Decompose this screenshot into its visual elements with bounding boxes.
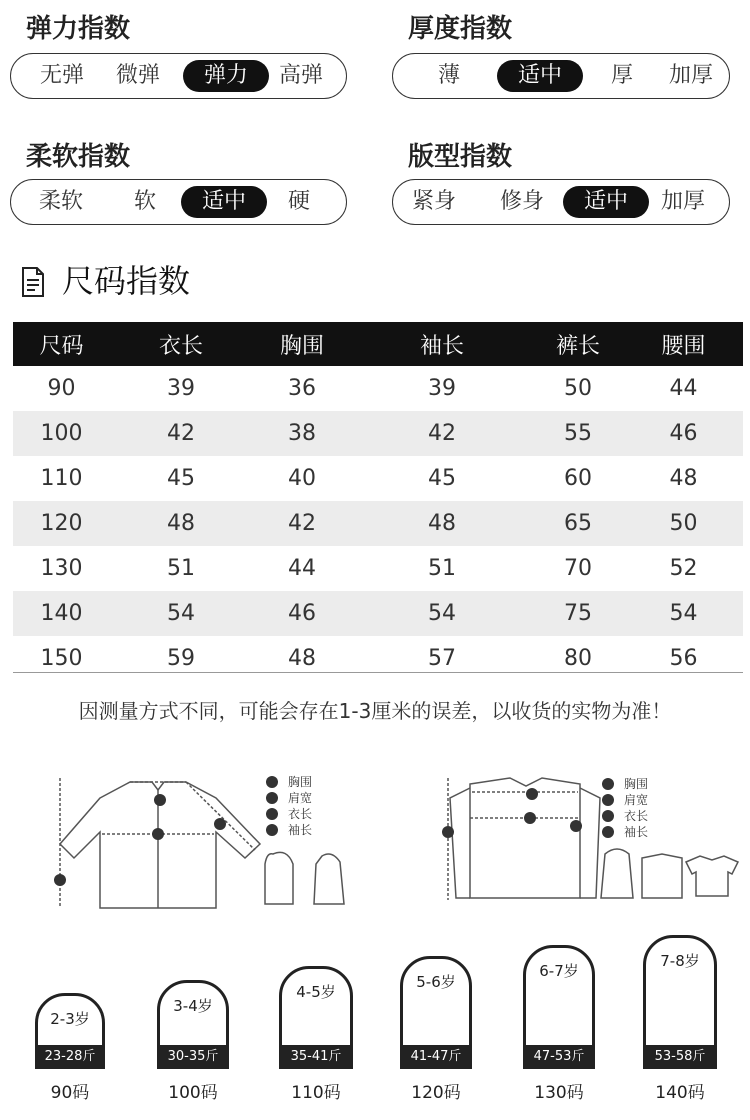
size-tag-120 bbox=[400, 956, 472, 1069]
table-cell: 57 bbox=[428, 646, 456, 671]
table-cell: 130 bbox=[40, 556, 83, 581]
column-header: 胸围 bbox=[252, 322, 352, 366]
weight-label: 30-35斤 bbox=[157, 1045, 229, 1069]
fit-option: 修身 bbox=[499, 189, 544, 214]
legend-label: 袖长 bbox=[288, 823, 313, 837]
fit-option: 加厚 bbox=[660, 189, 705, 214]
table-cell: 55 bbox=[532, 411, 624, 456]
elasticity-title: 弹力指数 bbox=[26, 14, 131, 44]
table-cell: 150 bbox=[40, 646, 83, 671]
size-section-title: 尺码指数 bbox=[62, 262, 191, 300]
table-cell: 50 bbox=[624, 501, 743, 546]
elasticity-option: 微弹 bbox=[115, 63, 160, 88]
table-cell: 48 bbox=[288, 646, 316, 671]
age-label: 5-6岁 bbox=[416, 973, 456, 991]
table-row bbox=[13, 366, 743, 411]
legend-label: 肩宽 bbox=[288, 791, 313, 805]
legend-label: 衣长 bbox=[288, 807, 313, 821]
table-cell: 100 bbox=[13, 411, 110, 456]
table-cell: 54 bbox=[624, 591, 743, 636]
table-cell: 54 bbox=[110, 591, 252, 636]
size-code: 110码 bbox=[291, 1083, 341, 1103]
table-cell: 54 bbox=[352, 591, 532, 636]
legend-label: 衣长 bbox=[624, 809, 649, 823]
weight-label: 35-41斤 bbox=[279, 1045, 353, 1069]
age-label: 6-7岁 bbox=[539, 962, 579, 980]
size-code: 100码 bbox=[168, 1083, 218, 1103]
divider bbox=[13, 672, 743, 673]
table-header-row bbox=[13, 322, 743, 366]
softness-option: 软 bbox=[133, 189, 156, 214]
thickness-option-selected: 适中 bbox=[497, 60, 583, 92]
fit-option: 紧身 bbox=[411, 189, 456, 214]
table-cell: 90 bbox=[47, 376, 76, 401]
softness-option-selected: 适中 bbox=[181, 186, 267, 218]
size-code: 90码 bbox=[50, 1083, 90, 1103]
table-cell: 42 bbox=[252, 501, 352, 546]
table-cell: 48 bbox=[669, 466, 698, 491]
table-cell: 38 bbox=[252, 411, 352, 456]
weight-label: 41-47斤 bbox=[400, 1045, 472, 1069]
softness-scale bbox=[10, 179, 347, 225]
table-cell: 42 bbox=[110, 411, 252, 456]
size-tag-140 bbox=[643, 935, 717, 1069]
legend-label: 袖长 bbox=[624, 825, 649, 839]
thickness-option: 加厚 bbox=[668, 63, 713, 88]
table-row bbox=[13, 636, 743, 681]
softness-option: 硬 bbox=[287, 189, 310, 214]
size-tag-110 bbox=[279, 966, 353, 1069]
age-label: 2-3岁 bbox=[50, 1010, 90, 1028]
legend-label: 肩宽 bbox=[624, 793, 649, 807]
weight-label: 47-53斤 bbox=[523, 1045, 595, 1069]
table-cell: 60 bbox=[564, 466, 592, 491]
table-cell: 36 bbox=[288, 376, 316, 401]
softness-title: 柔软指数 bbox=[26, 142, 131, 172]
table-cell: 40 bbox=[288, 466, 316, 491]
table-cell: 65 bbox=[532, 501, 624, 546]
table-cell: 45 bbox=[428, 466, 456, 491]
column-header: 腰围 bbox=[624, 322, 743, 366]
size-code: 140码 bbox=[655, 1083, 705, 1103]
column-header: 袖长 bbox=[352, 322, 532, 366]
table-row bbox=[13, 591, 743, 636]
elasticity-scale bbox=[10, 53, 347, 99]
thickness-option: 薄 bbox=[437, 63, 460, 88]
table-cell: 48 bbox=[352, 501, 532, 546]
elasticity-option-selected: 弹力 bbox=[183, 60, 269, 92]
table-row bbox=[13, 411, 743, 456]
fit-option-selected: 适中 bbox=[563, 186, 649, 218]
fit-title: 版型指数 bbox=[408, 142, 513, 172]
table-cell: 51 bbox=[167, 556, 195, 581]
size-table bbox=[13, 322, 743, 681]
document-icon bbox=[20, 266, 46, 298]
table-row bbox=[13, 456, 743, 501]
table-cell: 75 bbox=[532, 591, 624, 636]
size-tag-90 bbox=[35, 993, 105, 1069]
column-header: 尺码 bbox=[13, 322, 110, 366]
table-cell: 46 bbox=[252, 591, 352, 636]
column-header: 衣长 bbox=[110, 322, 252, 366]
elasticity-option: 高弹 bbox=[278, 63, 323, 88]
table-row bbox=[13, 501, 743, 546]
table-cell: 46 bbox=[624, 411, 743, 456]
table-cell: 39 bbox=[167, 376, 195, 401]
thickness-scale bbox=[392, 53, 730, 99]
shirt-measurement-diagram bbox=[40, 768, 360, 918]
elasticity-option: 无弹 bbox=[39, 63, 84, 88]
weight-label: 23-28斤 bbox=[35, 1045, 105, 1069]
table-cell: 120 bbox=[13, 501, 110, 546]
legend-label: 胸围 bbox=[288, 775, 313, 789]
table-cell: 44 bbox=[669, 376, 698, 401]
table-cell: 44 bbox=[288, 556, 316, 581]
weight-label: 53-58斤 bbox=[643, 1045, 717, 1069]
table-cell: 39 bbox=[428, 376, 456, 401]
table-cell: 50 bbox=[564, 376, 592, 401]
table-cell: 56 bbox=[669, 646, 698, 671]
table-cell: 52 bbox=[669, 556, 698, 581]
sweater-measurement-diagram bbox=[430, 768, 740, 918]
table-cell: 42 bbox=[352, 411, 532, 456]
table-cell: 140 bbox=[13, 591, 110, 636]
fit-scale bbox=[392, 179, 730, 225]
age-label: 7-8岁 bbox=[660, 952, 700, 970]
age-label: 4-5岁 bbox=[296, 983, 336, 1001]
age-label: 3-4岁 bbox=[173, 997, 213, 1015]
table-cell: 110 bbox=[40, 466, 83, 491]
softness-option: 柔软 bbox=[38, 189, 83, 214]
table-row bbox=[13, 546, 743, 591]
measurement-note: 因测量方式不同，可能会存在1-3厘米的误差，以收货的实物为准！ bbox=[78, 699, 672, 723]
column-header: 裤长 bbox=[532, 322, 624, 366]
table-cell: 45 bbox=[167, 466, 195, 491]
table-cell: 59 bbox=[167, 646, 195, 671]
size-tag-100 bbox=[157, 980, 229, 1069]
table-cell: 80 bbox=[564, 646, 592, 671]
table-cell: 70 bbox=[564, 556, 592, 581]
legend-label: 胸围 bbox=[624, 777, 649, 791]
size-code: 120码 bbox=[411, 1083, 461, 1103]
size-code: 130码 bbox=[534, 1083, 584, 1103]
size-tag-130 bbox=[523, 945, 595, 1069]
table-cell: 48 bbox=[110, 501, 252, 546]
thickness-option: 厚 bbox=[610, 63, 633, 88]
thickness-title: 厚度指数 bbox=[408, 14, 513, 44]
table-cell: 51 bbox=[428, 556, 456, 581]
